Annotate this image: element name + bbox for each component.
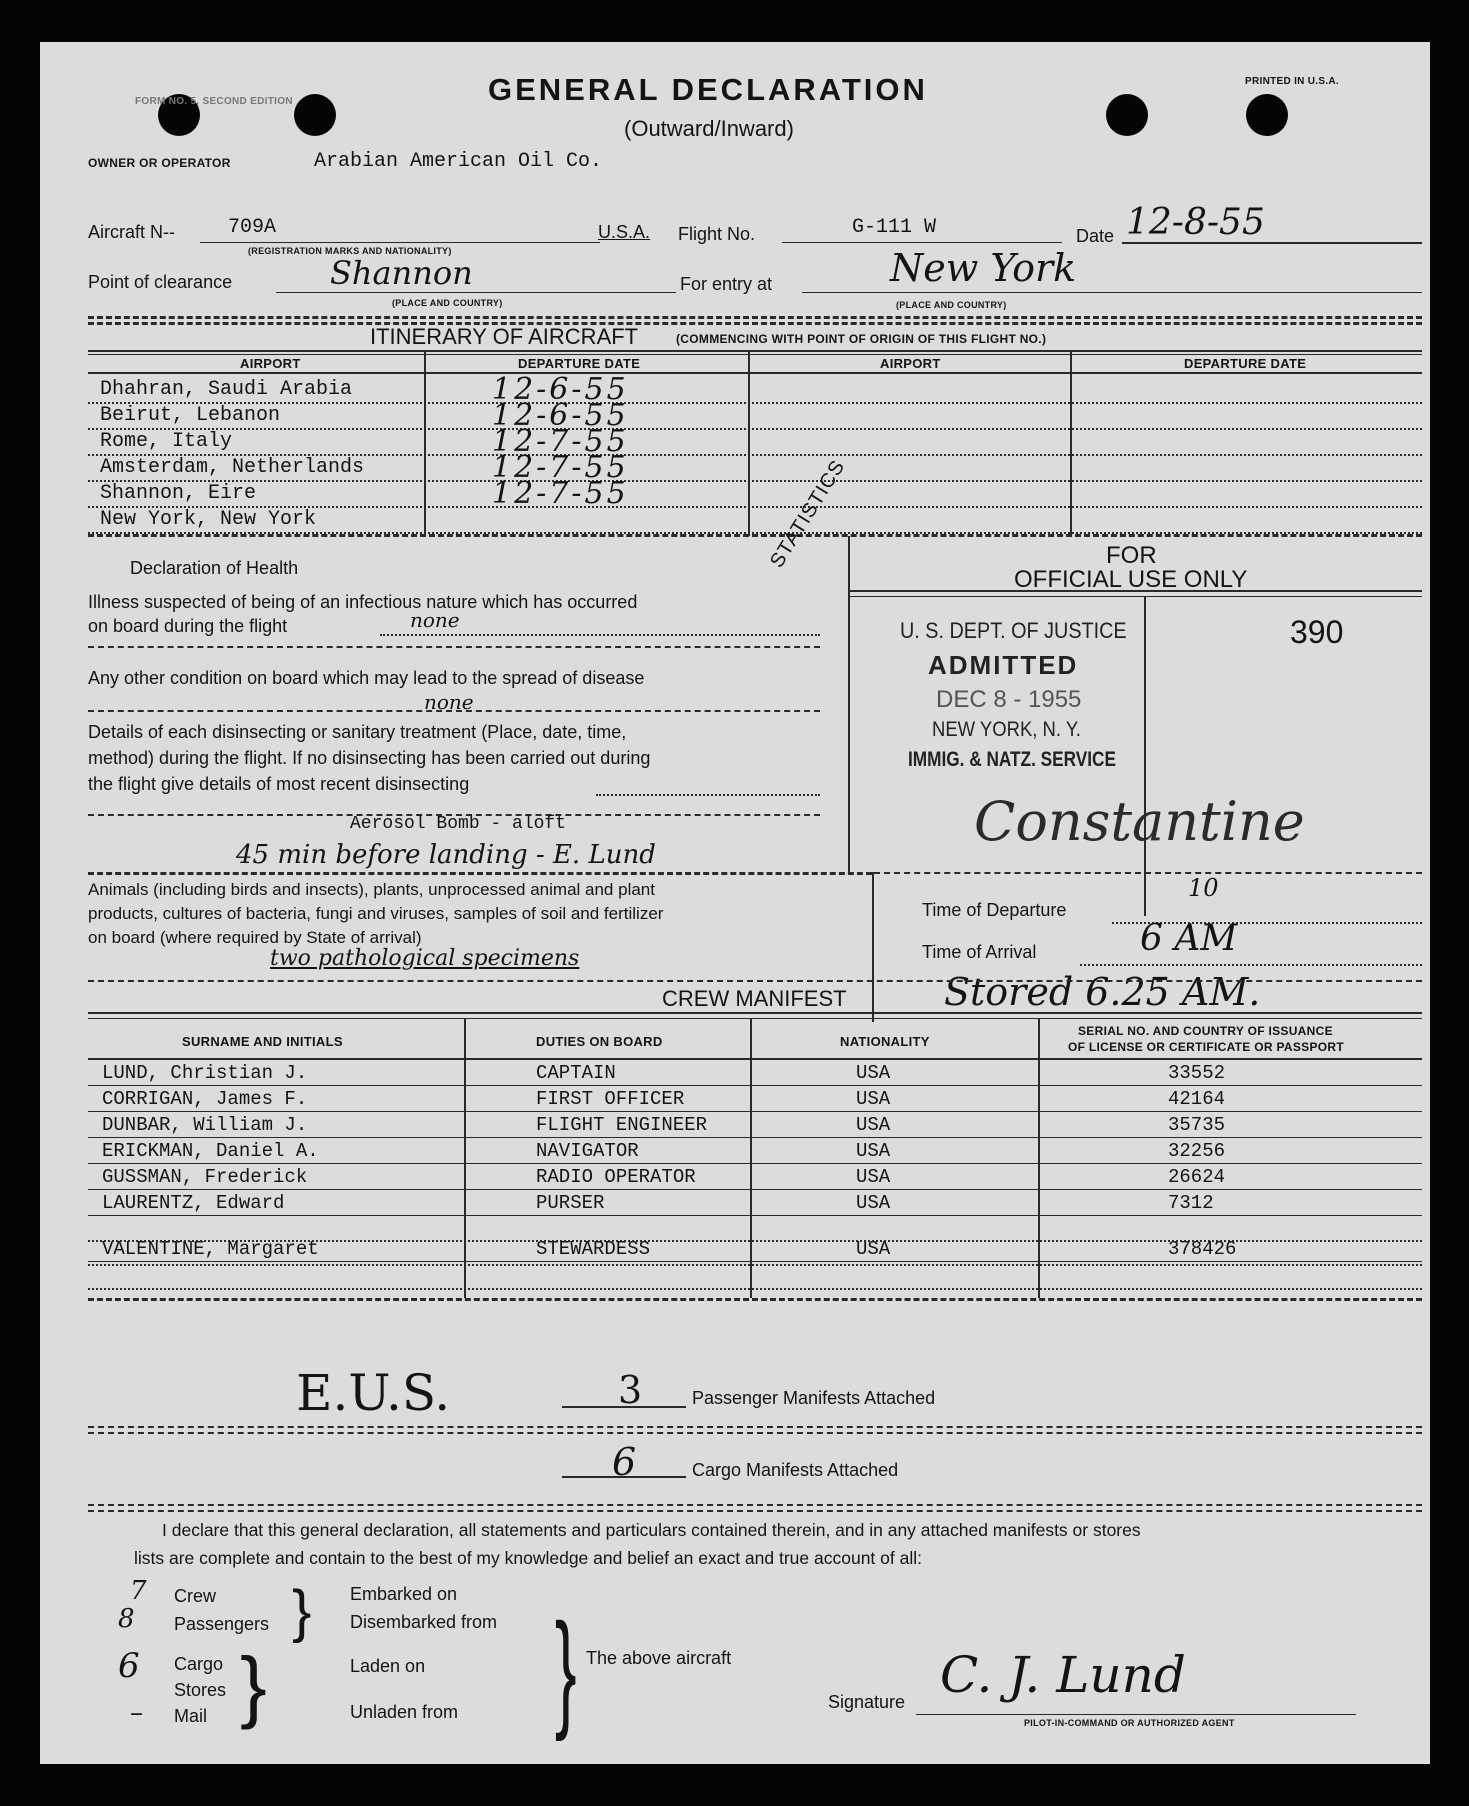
itinerary-airport: Beirut, Lebanon bbox=[100, 404, 281, 427]
itinerary-departure-date: 12-6-55 bbox=[492, 398, 629, 433]
passenger-manifest-label: Passenger Manifests Attached bbox=[692, 1388, 936, 1408]
crew-nationality: USA bbox=[856, 1062, 891, 1084]
crew-name: LAURENTZ, Edward bbox=[102, 1192, 285, 1214]
itinerary-col-departure: DEPARTURE DATE bbox=[518, 356, 641, 371]
crew-duty: FLIGHT ENGINEER bbox=[536, 1114, 708, 1136]
printed-note: PRINTED IN U.S.A. bbox=[1245, 76, 1339, 87]
crew-label: Crew bbox=[174, 1586, 217, 1606]
stamp-admitted: ADMITTED bbox=[928, 650, 1079, 680]
cargo-label: Cargo bbox=[174, 1654, 224, 1674]
health-title: Declaration of Health bbox=[130, 558, 299, 578]
itinerary-col-departure-2: DEPARTURE DATE bbox=[1184, 356, 1307, 371]
crew-duty: STEWARDESS bbox=[536, 1238, 651, 1260]
crew-count: 7 bbox=[130, 1576, 147, 1606]
cargo-count: 6 bbox=[118, 1646, 140, 1686]
crew-serial: 42164 bbox=[1168, 1088, 1226, 1110]
stamp-date: DEC 8 - 1955 bbox=[936, 686, 1082, 713]
clearance-value: Shannon bbox=[330, 254, 473, 292]
crew-name: ERICKMAN, Daniel A. bbox=[102, 1140, 319, 1162]
crew-name: DUNBAR, William J. bbox=[102, 1114, 308, 1136]
mail-count: – bbox=[130, 1698, 143, 1728]
aircraft-label: Aircraft N-- bbox=[88, 222, 175, 242]
stamp-city: NEW YORK, N. Y. bbox=[932, 718, 1081, 741]
mail-label: Mail bbox=[174, 1706, 208, 1726]
crew-name: CORRIGAN, James F. bbox=[102, 1088, 308, 1110]
crew-name: VALENTINE, Margaret bbox=[102, 1238, 319, 1260]
health-illness-value: none bbox=[410, 608, 460, 632]
health-illness-line2: on board during the flight bbox=[88, 616, 288, 636]
date-value: 12-8-55 bbox=[1126, 202, 1265, 243]
disembarked-label: Disembarked from bbox=[350, 1612, 498, 1632]
manifest-initials: E.U.S. bbox=[296, 1364, 451, 1422]
inspector-signature: Constantine bbox=[974, 790, 1305, 853]
page-subtitle: (Outward/Inward) bbox=[624, 116, 794, 141]
brace-1: } bbox=[292, 1579, 312, 1644]
passengers-label: Passengers bbox=[174, 1614, 270, 1634]
crew-serial: 378426 bbox=[1168, 1238, 1237, 1260]
passenger-count: 8 bbox=[118, 1604, 135, 1634]
health-animals-line2: products, cultures of bacteria, fungi and viruses, samples of soil and fertilizer bbox=[88, 904, 664, 923]
embarked-label: Embarked on bbox=[350, 1584, 458, 1604]
crew-name: LUND, Christian J. bbox=[102, 1062, 308, 1084]
time-arrival-label: Time of Arrival bbox=[922, 942, 1037, 962]
health-illness-line1: Illness suspected of being of an infectious nature which has occurred bbox=[88, 592, 638, 612]
crew-nationality: USA bbox=[856, 1192, 891, 1214]
itinerary-departure-date: 12-6-55 bbox=[492, 372, 629, 407]
health-other-value: none bbox=[424, 690, 474, 714]
stamp-service: IMMIG. & NATZ. SERVICE bbox=[908, 748, 1116, 771]
itinerary-col-airport: AIRPORT bbox=[240, 356, 301, 371]
crew-col-serial-1: SERIAL NO. AND COUNTRY OF ISSUANCE bbox=[1078, 1024, 1333, 1038]
crew-duty: CAPTAIN bbox=[536, 1062, 616, 1084]
statistics-stamp: STATISTICS bbox=[766, 456, 850, 572]
time-departure-label: Time of Departure bbox=[922, 900, 1067, 920]
itinerary-departure-date: 12-7-55 bbox=[492, 424, 629, 459]
health-animals-line3: on board (where required by State of arrival) bbox=[88, 928, 422, 947]
flight-value: G-111 W bbox=[852, 216, 937, 239]
punch-hole bbox=[294, 94, 336, 136]
crew-col-duty: DUTIES ON BOARD bbox=[536, 1034, 663, 1049]
official-number: 390 bbox=[1290, 614, 1344, 650]
health-disinsect-line2: method) during the flight. If no disinsecting has been carried out during bbox=[88, 748, 651, 768]
itinerary-title: ITINERARY OF AIRCRAFT bbox=[370, 324, 639, 349]
itinerary-departure-date: 12-7-55 bbox=[492, 450, 629, 485]
owner-value: Arabian American Oil Co. bbox=[314, 150, 603, 173]
crew-title: CREW MANIFEST bbox=[662, 986, 847, 1011]
crew-serial: 26624 bbox=[1168, 1166, 1226, 1188]
crew-nationality: USA bbox=[856, 1140, 891, 1162]
declaration-line-1: I declare that this general declaration, all statements and particulars contained therein, and in any attached manifests or stores bbox=[162, 1520, 1141, 1540]
health-disinsect-line3: the flight give details of most recent disinsecting bbox=[88, 774, 470, 794]
crew-serial: 7312 bbox=[1168, 1192, 1214, 1214]
stamp-dept: U. S. DEPT. OF JUSTICE bbox=[900, 618, 1127, 643]
crew-serial: 35735 bbox=[1168, 1114, 1226, 1136]
crew-duty: PURSER bbox=[536, 1192, 605, 1214]
crew-serial: 33552 bbox=[1168, 1062, 1226, 1084]
crew-col-nationality: NATIONALITY bbox=[840, 1034, 930, 1049]
form-number: FORM NO. 5, SECOND EDITION bbox=[135, 96, 293, 107]
health-disinsect-value1: Aerosol Bomb - aloft bbox=[350, 814, 567, 834]
declaration-sheet bbox=[40, 42, 1430, 1764]
crew-duty: NAVIGATOR bbox=[536, 1140, 639, 1162]
punch-hole bbox=[1106, 94, 1148, 136]
crew-nationality: USA bbox=[856, 1238, 891, 1260]
crew-nationality: USA bbox=[856, 1088, 891, 1110]
clearance-caption: (PLACE AND COUNTRY) bbox=[392, 298, 503, 308]
date-label: Date bbox=[1076, 226, 1115, 246]
official-title-2: OFFICIAL USE ONLY bbox=[1014, 566, 1248, 593]
page-title: GENERAL DECLARATION bbox=[488, 72, 928, 107]
signature-label: Signature bbox=[828, 1692, 906, 1712]
passenger-manifest-count: 3 bbox=[618, 1368, 643, 1412]
crew-duty: RADIO OPERATOR bbox=[536, 1166, 696, 1188]
owner-label: OWNER OR OPERATOR bbox=[88, 156, 231, 170]
crew-name: GUSSMAN, Frederick bbox=[102, 1166, 308, 1188]
itinerary-subtitle: (COMMENCING WITH POINT OF ORIGIN OF THIS FLIGHT NO.) bbox=[676, 332, 1047, 346]
health-other-line: Any other condition on board which may lead to the spread of disease bbox=[88, 668, 645, 688]
unladen-label: Unladen from bbox=[350, 1702, 459, 1722]
itinerary-airport: Dhahran, Saudi Arabia bbox=[100, 378, 353, 401]
entry-caption: (PLACE AND COUNTRY) bbox=[896, 300, 1007, 310]
cargo-manifest-label: Cargo Manifests Attached bbox=[692, 1460, 899, 1480]
pilot-signature: C. J. Lund bbox=[940, 1646, 1186, 1704]
crew-nationality: USA bbox=[856, 1166, 891, 1188]
health-disinsect-value2: 45 min before landing - E. Lund bbox=[236, 840, 656, 870]
flight-label: Flight No. bbox=[678, 224, 756, 244]
itinerary-airport: New York, New York bbox=[100, 508, 317, 531]
time-departure-value: 10 bbox=[1188, 874, 1219, 902]
crew-nationality: USA bbox=[856, 1114, 891, 1136]
crew-col-serial-2: OF LICENSE OR CERTIFICATE OR PASSPORT bbox=[1068, 1040, 1345, 1054]
itinerary-airport: Amsterdam, Netherlands bbox=[100, 456, 365, 479]
brace-3: } bbox=[554, 1596, 577, 1742]
above-aircraft-label: The above aircraft bbox=[586, 1648, 732, 1668]
aircraft-nationality: U.S.A. bbox=[598, 222, 651, 242]
registration-caption: (REGISTRATION MARKS AND NATIONALITY) bbox=[248, 246, 452, 256]
crew-duty: FIRST OFFICER bbox=[536, 1088, 685, 1110]
signature-caption: PILOT-IN-COMMAND OR AUTHORIZED AGENT bbox=[1024, 1718, 1235, 1728]
itinerary-airport: Rome, Italy bbox=[100, 430, 233, 453]
entry-label: For entry at bbox=[680, 274, 773, 294]
cargo-manifest-count: 6 bbox=[612, 1440, 637, 1484]
itinerary-airport: Shannon, Eire bbox=[100, 482, 257, 505]
time-arrival-value: 6 AM bbox=[1140, 918, 1238, 959]
health-disinsect-line1: Details of each disinsecting or sanitary treatment (Place, date, time, bbox=[88, 722, 627, 742]
official-title-1: FOR bbox=[1106, 542, 1157, 569]
aircraft-value: 709A bbox=[228, 216, 277, 239]
health-animals-line1: Animals (including birds and insects), plants, unprocessed animal and plant bbox=[88, 880, 655, 899]
clearance-label: Point of clearance bbox=[88, 272, 233, 292]
itinerary-departure-date: 12-7-55 bbox=[492, 476, 629, 511]
health-animals-value: two pathological specimens bbox=[270, 946, 580, 971]
brace-2: } bbox=[240, 1641, 267, 1730]
crew-col-name: SURNAME AND INITIALS bbox=[182, 1034, 343, 1049]
declaration-line-2: lists are complete and contain to the best of my knowledge and belief an exact and true account of all: bbox=[134, 1548, 922, 1568]
punch-hole bbox=[1246, 94, 1288, 136]
crew-serial: 32256 bbox=[1168, 1140, 1226, 1162]
itinerary-col-airport-2: AIRPORT bbox=[880, 356, 941, 371]
entry-value: New York bbox=[890, 246, 1077, 290]
laden-label: Laden on bbox=[350, 1656, 426, 1676]
stored-note: Stored 6.25 AM. bbox=[944, 970, 1261, 1014]
stores-label: Stores bbox=[174, 1680, 227, 1700]
